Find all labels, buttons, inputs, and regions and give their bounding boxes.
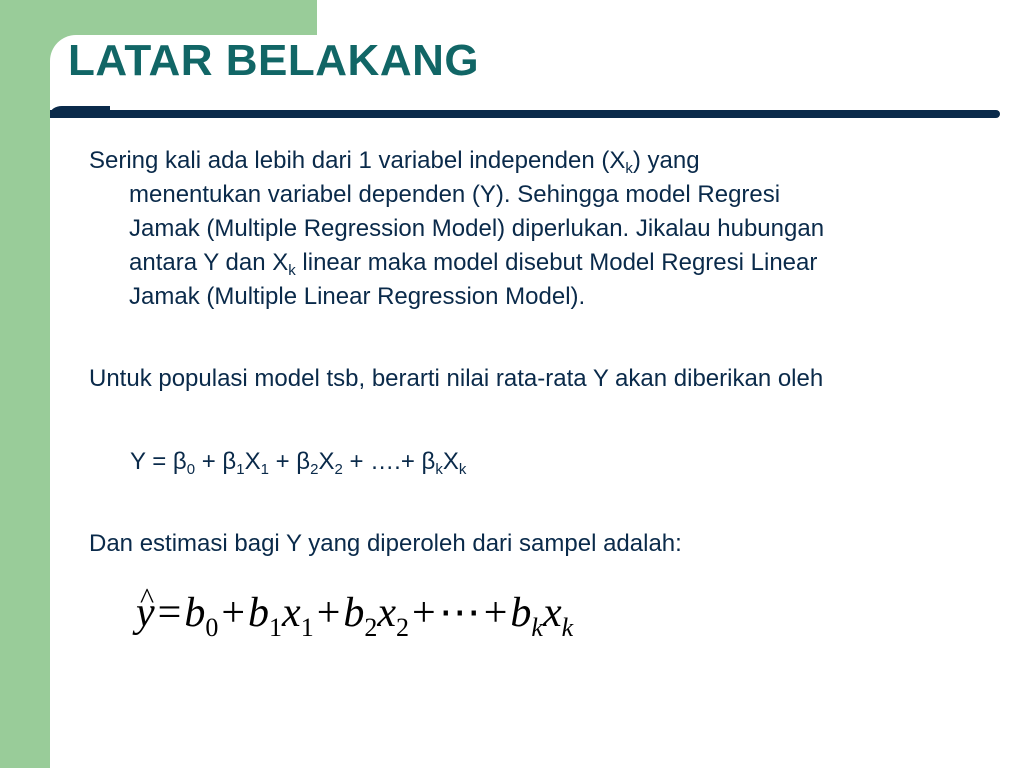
subscript: k [531, 613, 543, 642]
subscript: 0 [186, 461, 196, 478]
paragraph-line: menentukan variabel dependen (Y). Sehingga model Regresi [129, 181, 781, 208]
plus-sign: + [221, 590, 246, 636]
var-x: x [377, 590, 397, 636]
coef-b: b [184, 590, 206, 636]
coef-b: b [248, 590, 270, 636]
text-segment: ) yang [632, 147, 700, 174]
subscript: k [625, 160, 633, 177]
subscript: k [561, 613, 574, 642]
subscript: 2 [334, 461, 343, 478]
subscript: 2 [364, 613, 378, 642]
subscript: 1 [300, 613, 314, 642]
plus-sign: + [412, 590, 436, 636]
y-hat: ^ y [136, 583, 155, 643]
plus-sign: + [483, 590, 508, 636]
slide-title: LATAR BELAKANG [68, 36, 480, 85]
subscript: 2 [396, 613, 410, 642]
subscript: k [435, 461, 443, 478]
subscript: 0 [205, 613, 219, 642]
paragraph-line [89, 246, 979, 280]
eq-term: X [244, 448, 261, 475]
equals-sign: = [157, 590, 182, 636]
coef-b: b [510, 590, 532, 636]
eq-term: + β [195, 448, 237, 475]
left-accent-bar [0, 0, 50, 768]
paragraph-estimate: Dan estimasi bagi Y yang diperoleh dari sampel adalah: [89, 530, 682, 557]
subscript: 2 [310, 461, 319, 478]
ellipsis: ⋯ [438, 590, 481, 636]
paragraph-intro [89, 144, 979, 314]
text-segment: antara Y dan X [129, 249, 289, 276]
title-rule [50, 110, 1000, 118]
paragraph-line: Jamak (Multiple Regression Model) diperlukan. Jikalau hubungan [129, 215, 825, 242]
subscript: k [458, 461, 467, 478]
coef-b: b [343, 590, 365, 636]
eq-term: + ….+ β [342, 448, 436, 475]
paragraph-line: Jamak (Multiple Linear Regression Model). [129, 283, 586, 310]
eq-term: Y = β [130, 448, 187, 475]
population-equation [130, 445, 466, 479]
eq-term: + β [268, 448, 311, 475]
eq-term: X [318, 448, 335, 475]
subscript: 1 [269, 613, 283, 642]
paragraph-line [89, 144, 979, 178]
var-x: x [542, 590, 562, 636]
eq-term: X [442, 448, 459, 475]
estimation-equation [136, 583, 573, 643]
text-segment: linear maka model disebut Model Regresi Linear [295, 249, 818, 276]
paragraph-population: Untuk populasi model tsb, berarti nilai rata-rata Y akan diberikan oleh [89, 365, 824, 392]
plus-sign: + [316, 590, 341, 636]
subscript: k [288, 262, 296, 279]
text-segment: Sering kali ada lebih dari 1 variabel independen (X [89, 147, 626, 174]
subscript: 1 [260, 461, 269, 478]
subscript: 1 [236, 461, 245, 478]
var-x: x [282, 590, 301, 636]
